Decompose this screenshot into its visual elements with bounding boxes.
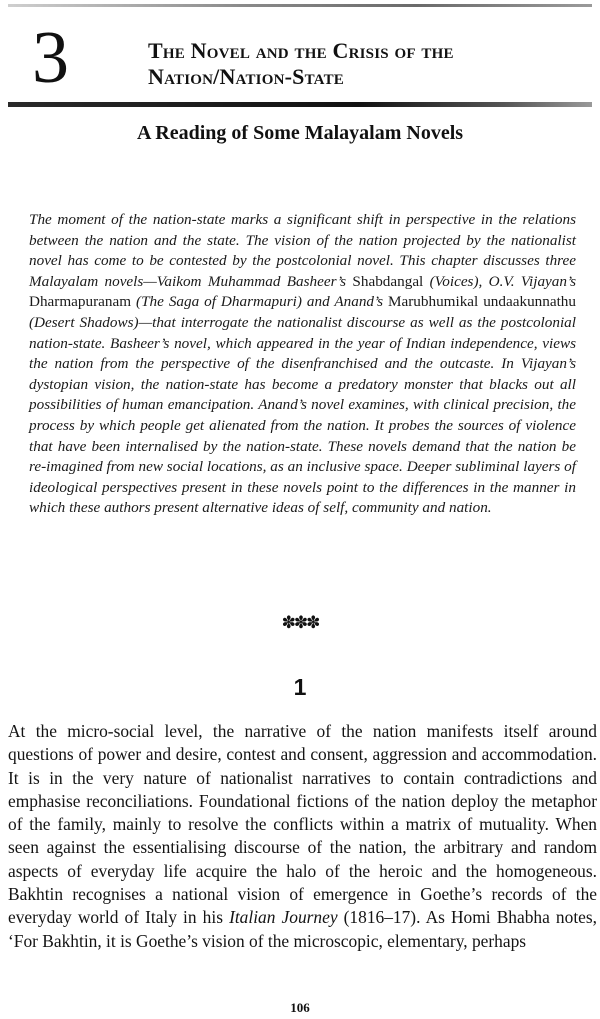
page-number: 106 — [290, 1000, 310, 1015]
body-segment: At the micro-social level, the narrative of the nation manifests itself around questions of power and desire, contest and consent, aggression and accommodation. It is in the very nature of nationalist narratives to contain contradictions and emphasise reconciliations. Foundational fictions of the nation deploy the metaphor of the family, mainly to resolve the conflicts within a matrix of mutuality. When seen against the essentialising discourse of the nation, the arbitrary and random aspects of everyday life acquire the halo of the heroic and the homogeneous. Bakhtin recognises a national vision of emergence in Goethe’s records of the everyday world of Italy in his — [8, 721, 597, 928]
body-book-title: Italian Journey — [229, 907, 338, 928]
body-paragraph — [8, 720, 597, 953]
title-rule — [8, 102, 592, 107]
abstract-segment: (The Saga of Dharmapuri) and Anand’s — [131, 293, 388, 311]
abstract-segment: (Desert Shadows)—that interrogate the nationalist discourse as well as the postcolonial nation-state. Basheer’s novel, which appeared in the year of Indian independence, views the nation from the perspective of the disenfranchised and the outcaste. In Vijayan’s dystopian vision, the nation-state has become a predatory monster that blacks out all possibilities of human emancipation. Anand’s novel examines, with clinical precision, the process by which people get alienated from the nation. It probes the sources of violence that have been internalised by the nation-state. These novels demand that the nation be re-imagined from new social locations, as an inclusive space. Deeper subliminal layers of ideological perspectives present in these novels point to the differences in the manner in which these authors present alternative ideas of self, community and nation. — [29, 313, 576, 517]
chapter-title-line-1: The Novel and the Crisis of the — [148, 38, 454, 63]
section-number: 1 — [293, 674, 307, 700]
abstract-book-title: Dharmapuranam — [29, 293, 132, 311]
abstract-segment: (Voices), O.V. Vijayan’s — [423, 272, 576, 290]
chapter-abstract — [29, 210, 576, 519]
abstract-segment: The moment of the nation-state marks a significant shift in perspective in the relations between the nation and the state. The vision of the nation projected by the nationalist novel has come to be contested by the postcolonial novel. This chapter discusses three Malayalam novels—Vaikom Muhammad Basheer’s — [29, 211, 576, 290]
chapter-number: 3 — [32, 17, 69, 99]
chapter-subtitle: A Reading of Some Malayalam Novels — [136, 122, 464, 144]
chapter-title — [148, 38, 588, 90]
top-rule — [8, 4, 592, 7]
abstract-book-title: Shabdangal — [352, 272, 424, 290]
section-ornament: ✽✽✽ — [281, 613, 319, 633]
body-segment: (1816–17). As Homi Bhabha notes, ‘For Bakhtin, it is Goethe’s vision of the microscopic, elementary, perhaps — [8, 907, 597, 951]
chapter-title-line-2: Nation/Nation-State — [148, 64, 344, 89]
abstract-book-title: Marubhumikal undaakunnathu — [387, 293, 576, 311]
